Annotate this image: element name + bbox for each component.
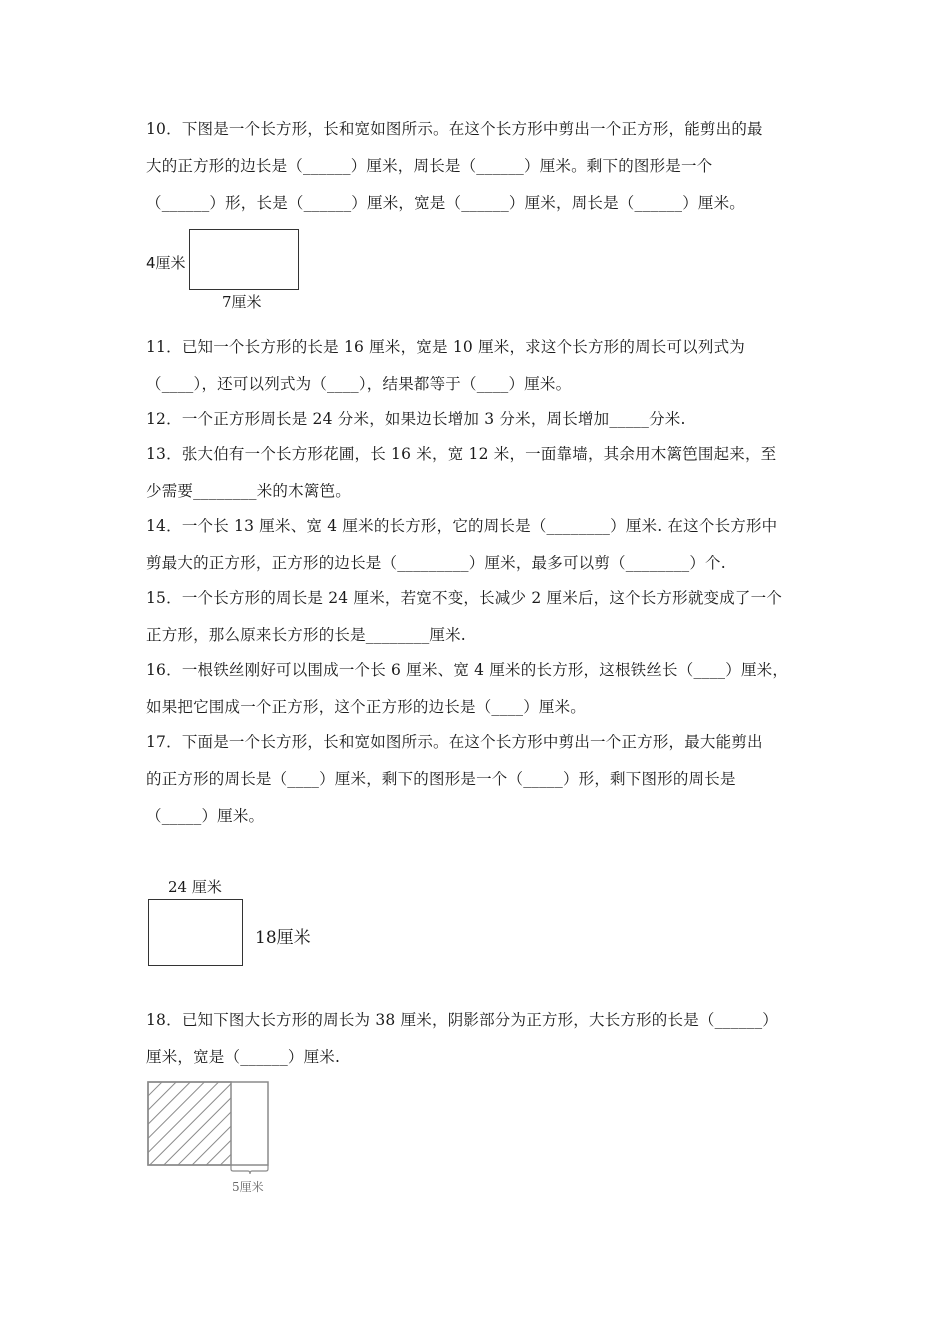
q18-brace (231, 1165, 268, 1174)
q11-line-2: （____），还可以列式为（____），结果都等于（____）厘米。 (146, 375, 572, 393)
q17-length-label: 24 厘米 (168, 878, 222, 896)
q12-line-1: 12．一个正方形周长是 24 分米，如果边长增加 3 分米，周长增加_____分米. (146, 410, 686, 428)
q10-rectangle (189, 229, 299, 290)
q18-bottom-label: 5厘米 (232, 1180, 264, 1194)
q14-line-2: 剪最大的正方形，正方形的边长是（_________）厘米，最多可以剪（________）个. (146, 554, 726, 572)
q14-line-1: 14．一个长 13 厘米、宽 4 厘米的长方形，它的周长是（________）厘米. 在这个长方形中 (146, 517, 778, 535)
q10-line-1: 10．下图是一个长方形，长和宽如图所示。在这个长方形中剪出一个正方形，能剪出的最 (146, 120, 763, 138)
q13-line-1: 13．张大伯有一个长方形花圃，长 16 米，宽 12 米，一面靠墙，其余用木篱笆围起来，至 (146, 445, 777, 463)
q18-shaded-square (148, 1082, 231, 1165)
q17-line-3: （_____）厘米。 (146, 807, 265, 825)
q15-line-1: 15．一个长方形的周长是 24 厘米，若宽不变，长减少 2 厘米后，这个长方形就变成了一个 (146, 589, 783, 607)
q17-line-2: 的正方形的周长是（____）厘米，剩下的图形是一个（_____）形，剩下图形的周长是 (146, 770, 736, 788)
q16-line-1: 16．一根铁丝刚好可以围成一个长 6 厘米、宽 4 厘米的长方形，这根铁丝长（____）厘米， (146, 661, 789, 679)
q16-line-2: 如果把它围成一个正方形，这个正方形的边长是（____）厘米。 (146, 698, 587, 716)
q11-line-1: 11．已知一个长方形的长是 16 厘米，宽是 10 厘米，求这个长方形的周长可以列式为 (146, 338, 745, 356)
q10-line-3: （______）形，长是（______）厘米，宽是（______）厘米，周长是（______）厘米。 (146, 194, 746, 212)
q18-line-1: 18．已知下图大长方形的周长为 38 厘米，阴影部分为正方形，大长方形的长是（______） (146, 1011, 779, 1029)
q17-width-label: 18厘米 (255, 928, 311, 948)
q17-rectangle (148, 899, 243, 966)
q18-line-2: 厘米，宽是（______）厘米. (146, 1048, 341, 1066)
q13-line-2: 少需要________米的木篱笆。 (146, 482, 351, 500)
q17-line-1: 17．下面是一个长方形，长和宽如图所示。在这个长方形中剪出一个正方形，最大能剪出 (146, 733, 763, 751)
q10-line-2: 大的正方形的边长是（______）厘米，周长是（______）厘米。剩下的图形是一个 (146, 157, 713, 175)
q10-width-label: 4厘米 (146, 254, 186, 272)
q15-line-2: 正方形，那么原来长方形的长是________厘米. (146, 626, 466, 644)
q10-length-label: 7厘米 (222, 293, 262, 311)
